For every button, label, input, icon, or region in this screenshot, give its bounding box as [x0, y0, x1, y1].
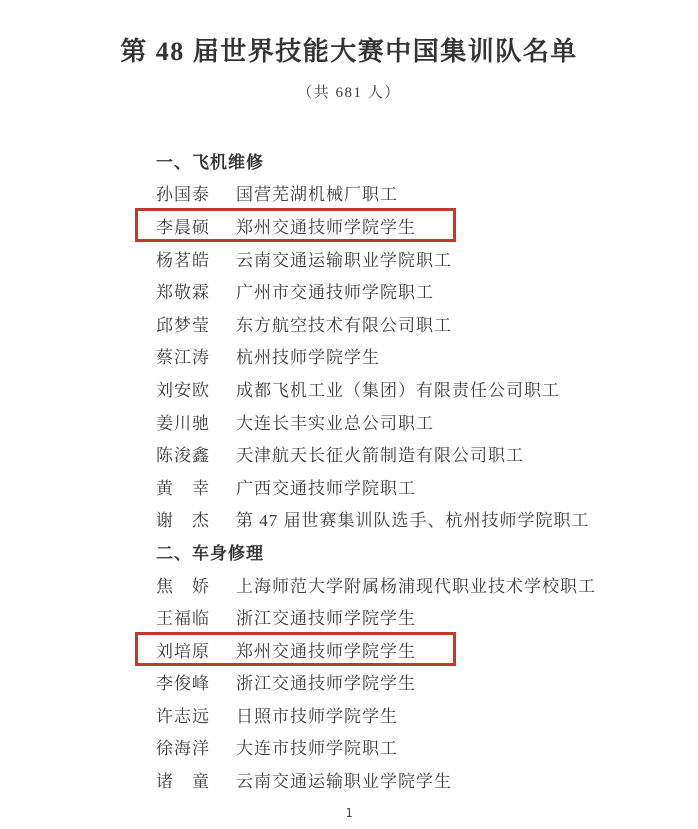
entry-name: 诸 童	[156, 772, 210, 792]
list-item	[156, 372, 698, 405]
list-item	[156, 503, 698, 536]
entry-affiliation: 上海师范大学附属杨浦现代职业技术学校职工	[236, 576, 596, 596]
entry-affiliation: 云南交通运输职业学院职工	[236, 250, 452, 270]
entry-affiliation: 云南交通运输职业学院学生	[236, 772, 452, 792]
entry-name: 邱梦莹	[156, 315, 210, 335]
entry-name: 李俊峰	[156, 674, 210, 694]
entry-affiliation: 浙江交通技师学院学生	[236, 609, 416, 629]
section	[156, 535, 698, 796]
entry-affiliation: 郑州交通技师学院学生	[236, 217, 416, 237]
list-item	[156, 242, 698, 275]
section-heading: 二、车身修理	[156, 543, 264, 563]
entry-name: 王福临	[156, 609, 210, 629]
entry-name: 李晨硕	[156, 217, 210, 237]
entry-affiliation: 国营芜湖机械厂职工	[236, 185, 398, 205]
page-title: 第 48 届世界技能大赛中国集训队名单	[120, 37, 578, 66]
entry-affiliation: 东方航空技术有限公司职工	[236, 315, 452, 335]
section	[156, 144, 698, 535]
entry-name: 许志远	[156, 706, 210, 726]
entry-name: 刘安欧	[156, 380, 210, 400]
list-item	[156, 568, 698, 601]
entry-name: 杨茗皓	[156, 250, 210, 270]
list-item	[156, 340, 698, 373]
entry-affiliation: 浙江交通技师学院学生	[236, 674, 416, 694]
entry-affiliation: 广州市交通技师学院职工	[236, 283, 434, 303]
entry-affiliation: 大连市技师学院职工	[236, 739, 398, 759]
list-item	[156, 307, 698, 340]
page-number: 1	[345, 806, 353, 820]
list-item	[156, 470, 698, 503]
list-item	[156, 763, 698, 796]
list-item	[156, 274, 698, 307]
entry-name: 郑敬霖	[156, 283, 210, 303]
list-item	[156, 731, 698, 764]
entry-name: 蔡江涛	[156, 348, 210, 368]
entry-affiliation: 第 47 届世赛集训队选手、杭州技师学院职工	[236, 511, 590, 531]
list-item	[156, 666, 698, 699]
list-item	[156, 405, 698, 438]
entry-name: 孙国泰	[156, 185, 210, 205]
entry-name: 陈浚鑫	[156, 446, 210, 466]
list-item-highlighted	[156, 633, 698, 666]
entry-affiliation: 大连长丰实业总公司职工	[236, 413, 434, 433]
entry-affiliation: 成都飞机工业（集团）有限责任公司职工	[236, 380, 560, 400]
entry-affiliation: 日照市技师学院学生	[236, 706, 398, 726]
entry-affiliation: 广西交通技师学院职工	[236, 478, 416, 498]
entry-name: 谢 杰	[156, 511, 210, 531]
list-item	[156, 437, 698, 470]
page-subtitle: （共 681 人）	[297, 85, 401, 101]
section-entries	[156, 568, 698, 796]
list-item	[156, 698, 698, 731]
entry-name: 焦 娇	[156, 576, 210, 596]
entry-name: 刘培原	[156, 641, 210, 661]
list-item-highlighted	[156, 209, 698, 242]
list-item	[156, 600, 698, 633]
entry-affiliation: 郑州交通技师学院学生	[236, 641, 416, 661]
entry-affiliation: 天津航天长征火箭制造有限公司职工	[236, 446, 524, 466]
entry-name: 徐海洋	[156, 739, 210, 759]
entry-name: 姜川驰	[156, 413, 210, 433]
section-entries	[156, 177, 698, 536]
name-list	[156, 144, 698, 796]
entry-affiliation: 杭州技师学院学生	[236, 348, 380, 368]
entry-name: 黄 幸	[156, 478, 210, 498]
section-heading: 一、飞机维修	[156, 152, 264, 172]
list-item	[156, 177, 698, 210]
